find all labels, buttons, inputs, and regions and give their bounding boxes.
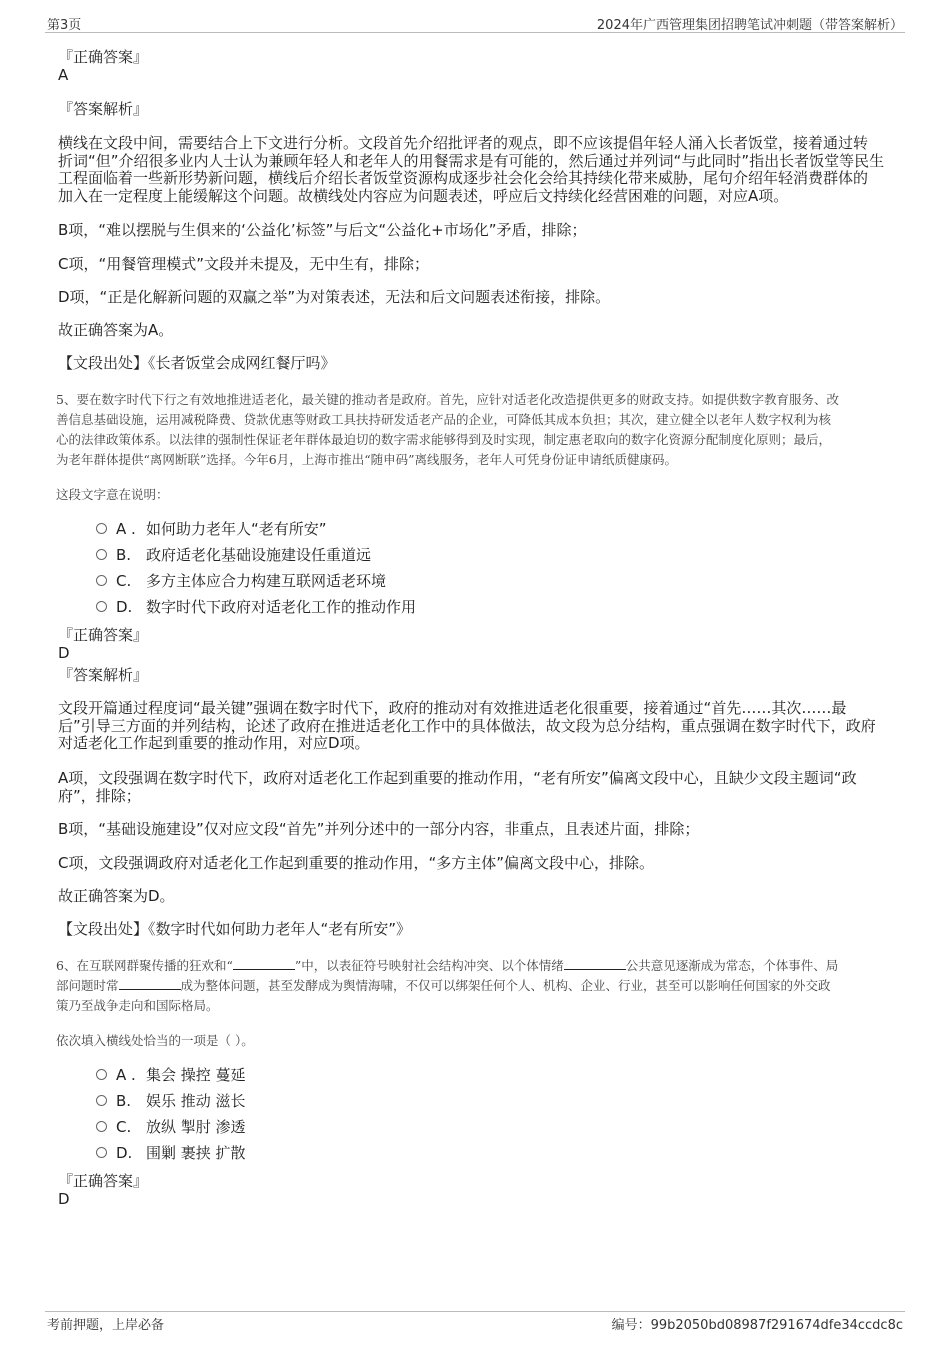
q5-option-c[interactable] bbox=[96, 572, 386, 590]
option-text: 集会 操控 蔓延 bbox=[146, 1066, 246, 1084]
fill-blank bbox=[564, 958, 626, 970]
question-5-line: 5、要在数字时代下行之有效地推进适老化，最关键的推动者是政府。首先，应针对适老化改造提供更多的财政支持。如提供数字教育服务、改 bbox=[56, 392, 839, 407]
fill-blank bbox=[119, 978, 181, 990]
option-letter: B. bbox=[116, 546, 132, 564]
option-text: 政府适老化基础设施建设任重道远 bbox=[146, 546, 372, 564]
q5-analysis-line: 对适老化工作起到重要的推动作用，对应D项。 bbox=[58, 734, 370, 752]
q5-conclusion: 故正确答案为D。 bbox=[58, 887, 175, 905]
q6-answer-value: D bbox=[58, 1190, 70, 1208]
header-divider bbox=[45, 32, 905, 33]
q6-text: 公共意见逐渐成为常态，个体事件、局 bbox=[625, 958, 839, 973]
question-6-stem: 依次填入横线处恰当的一项是（ ）。 bbox=[56, 1033, 254, 1048]
q6-option-a[interactable] bbox=[96, 1066, 246, 1084]
radio-icon[interactable] bbox=[96, 1147, 107, 1158]
option-text: 多方主体应合力构建互联网适老环境 bbox=[146, 572, 387, 590]
q5-source-citation: 【文段出处】《数字时代如何助力老年人“老有所安”》 bbox=[58, 920, 412, 938]
document-title: 2024年广西管理集团招聘笔试冲刺题（带答案解析） bbox=[596, 18, 903, 33]
radio-icon[interactable] bbox=[96, 549, 107, 560]
radio-icon[interactable] bbox=[96, 601, 107, 612]
question-5-line: 善信息基础设施，运用减税降费、贷款优惠等财政工具扶持研发适老产品的企业，可降低其成本负担；其次，建立健全以老年人数字权利为核 bbox=[56, 412, 832, 427]
option-letter: A . bbox=[116, 1066, 136, 1084]
q5-analysis-line: 后”引导三方面的并列结构，论述了政府在推进适老化工作中的具体做法，故文段为总分结构，重点强调在数字时代下，政府 bbox=[58, 716, 876, 735]
footer-divider bbox=[45, 1311, 905, 1312]
question-5-line: 为老年群体提供“离网断联”选择。今年6月，上海市推出“随申码”离线服务，老年人可凭身份证申请纸质健康码。 bbox=[56, 452, 678, 467]
radio-icon[interactable] bbox=[96, 1121, 107, 1132]
q6-text: 部问题时常 bbox=[56, 978, 119, 993]
document-id: 编号：99b2050bd08987f291674dfe34ccdc8c bbox=[611, 1318, 903, 1333]
q6-text: 成为整体问题，甚至发酵成为舆情海啸，不仅可以绑架任何个人、机构、企业、行业，甚至可以影响任何国家的外交政 bbox=[180, 978, 831, 993]
answer-value: A bbox=[58, 66, 69, 84]
q5-option-a-analysis: 府”，排除； bbox=[58, 786, 141, 805]
question-5-stem: 这段文字意在说明： bbox=[56, 487, 169, 502]
option-text: 如何助力老年人“老有所安” bbox=[146, 520, 327, 538]
question-6-line bbox=[56, 976, 831, 994]
q5-answer-value: D bbox=[58, 644, 70, 662]
footer-slogan: 考前押题，上岸必备 bbox=[47, 1318, 165, 1333]
q5-answer-heading: 『正确答案』 bbox=[58, 626, 149, 644]
conclusion: 故正确答案为A。 bbox=[58, 321, 174, 339]
option-text: 娱乐 推动 滋长 bbox=[146, 1092, 246, 1110]
option-b-analysis: B项，“难以摆脱与生俱来的‘公益化’标签”与后文“公益化+市场化”矛盾，排除； bbox=[58, 221, 587, 239]
option-c-analysis: C项，“用餐管理模式”文段并未提及，无中生有，排除； bbox=[58, 255, 430, 273]
radio-icon[interactable] bbox=[96, 1069, 107, 1080]
q6-option-b[interactable] bbox=[96, 1092, 246, 1110]
option-letter: C. bbox=[116, 1118, 132, 1136]
q5-option-a-analysis: A项，文段强调在数字时代下，政府对适老化工作起到重要的推动作用，“老有所安”偏离文段中心，且缺少文段主题词“政 bbox=[58, 769, 857, 787]
analysis-line: 工程面临着一些新形势新问题，横线后介绍长者饭堂资源构成逐步社会化会给其持续化带来威胁，尾句介绍年轻消费群体的 bbox=[58, 169, 869, 187]
q5-analysis-line: 文段开篇通过程度词“最关键”强调在数字时代下，政府的推动对有效推进适老化很重要，接着通过“首先……其次……最 bbox=[58, 699, 847, 717]
option-letter: B. bbox=[116, 1092, 132, 1110]
option-text: 数字时代下政府对适老化工作的推动作用 bbox=[146, 598, 417, 616]
source-citation: 【文段出处】《长者饭堂会成网红餐厅吗》 bbox=[58, 354, 336, 372]
q6-answer-heading: 『正确答案』 bbox=[58, 1172, 149, 1190]
q5-option-d[interactable] bbox=[96, 598, 416, 616]
option-d-analysis: D项，“正是化解新问题的双赢之举”为对策表述，无法和后文问题表述衔接，排除。 bbox=[58, 288, 611, 306]
option-letter: D. bbox=[116, 1144, 133, 1162]
q6-option-d[interactable] bbox=[96, 1144, 246, 1162]
q5-option-b[interactable] bbox=[96, 546, 371, 564]
option-letter: C. bbox=[116, 572, 132, 590]
q5-option-c-analysis: C项，文段强调政府对适老化工作起到重要的推动作用，“多方主体”偏离文段中心，排除。 bbox=[58, 854, 655, 872]
q6-text: ”中，以表征符号映射社会结构冲突、以个体情绪 bbox=[294, 958, 564, 973]
page-number: 第3页 bbox=[47, 18, 82, 33]
option-text: 围剿 裹挟 扩散 bbox=[146, 1144, 246, 1162]
question-6-line: 策乃至战争走向和国际格局。 bbox=[56, 998, 219, 1013]
analysis-line: 横线在文段中间，需要结合上下文进行分析。文段首先介绍批评者的观点，即不应该提倡年轻人涌入长者饭堂，接着通过转 bbox=[58, 134, 869, 152]
question-6-line bbox=[56, 956, 838, 974]
q5-option-a[interactable] bbox=[96, 520, 327, 538]
radio-icon[interactable] bbox=[96, 1095, 107, 1106]
q6-text: 6、在互联网群聚传播的狂欢和“ bbox=[56, 958, 233, 973]
fill-blank bbox=[233, 958, 295, 970]
analysis-heading: 『答案解析』 bbox=[58, 100, 149, 118]
option-text: 放纵 掣肘 渗透 bbox=[146, 1118, 246, 1136]
analysis-line: 折词“但”介绍很多业内人士认为兼顾年轻人和老年人的用餐需求是有可能的，然后通过并列词“与此同时”指出长者饭堂等民生 bbox=[58, 151, 885, 170]
option-letter: D. bbox=[116, 598, 133, 616]
radio-icon[interactable] bbox=[96, 575, 107, 586]
option-letter: A . bbox=[116, 520, 136, 538]
radio-icon[interactable] bbox=[96, 523, 107, 534]
question-5-line: 心的法律政策体系。以法律的强制性保证老年群体最迫切的数字需求能够得到及时实现，制定惠老取向的数字化资源分配制度化原则；最后， bbox=[56, 432, 832, 447]
q6-option-c[interactable] bbox=[96, 1118, 246, 1136]
answer-heading: 『正确答案』 bbox=[58, 48, 149, 66]
q5-analysis-heading: 『答案解析』 bbox=[58, 666, 149, 684]
analysis-line: 加入在一定程度上能缓解这个问题。故横线处内容应为问题表述，呼应后文持续化经营困难的问题，对应A项。 bbox=[58, 186, 789, 205]
q5-option-b-analysis: B项，“基础设施建设”仅对应文段“首先”并列分述中的一部分内容，非重点，且表述片面，排除； bbox=[58, 820, 700, 838]
